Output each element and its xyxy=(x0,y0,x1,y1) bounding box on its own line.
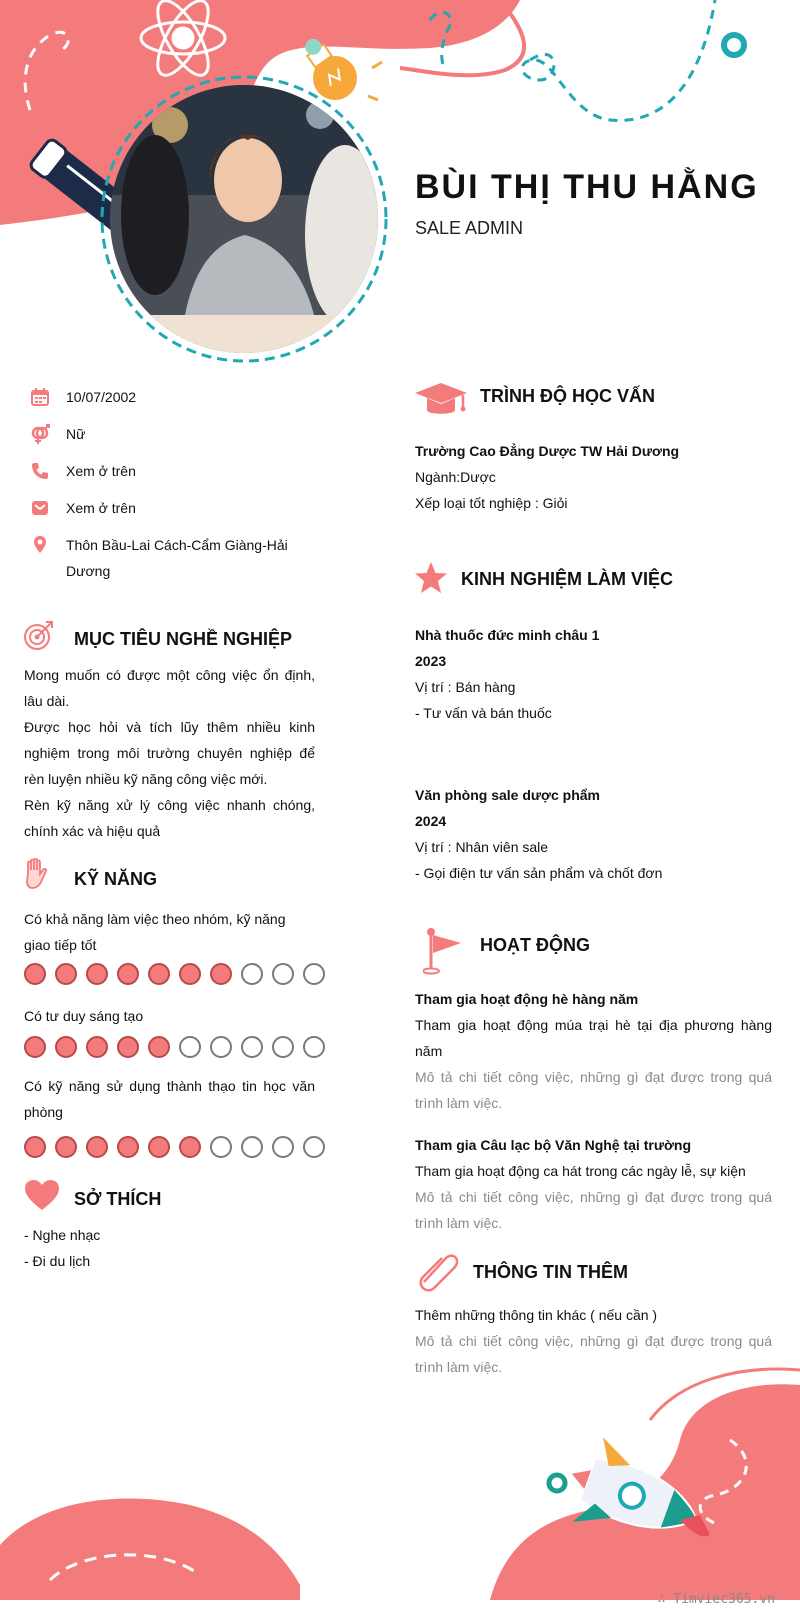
paperclip-icon xyxy=(416,1248,460,1297)
work-year: 2024 xyxy=(415,813,447,829)
flag-icon xyxy=(423,927,463,980)
address-text: Thôn Bầu-Lai Cách-Cẩm Giàng-Hải Dương xyxy=(66,537,288,579)
education-title: TRÌNH ĐỘ HỌC VẤN xyxy=(480,386,655,406)
star-icon xyxy=(413,560,449,601)
hobbies-list xyxy=(24,1222,315,1274)
heart-icon xyxy=(24,1179,60,1216)
phone-text: Xem ở trên xyxy=(66,463,136,479)
rating-dot-empty xyxy=(241,963,263,985)
school-name: Trường Cao Đẳng Dược TW Hải Dương xyxy=(415,443,680,459)
experience-item xyxy=(415,782,775,886)
contact-dob xyxy=(28,384,316,410)
objective-title: MỤC TIÊU NGHỀ NGHIỆP xyxy=(74,629,293,649)
activities-title: HOẠT ĐỘNG xyxy=(480,935,590,955)
rating-dot-empty xyxy=(179,1036,201,1058)
rating-dot-filled xyxy=(55,1036,77,1058)
skill-rating-1 xyxy=(24,963,325,985)
experience-item xyxy=(415,622,775,726)
rating-dot-empty xyxy=(210,1136,232,1158)
contact-address xyxy=(28,532,316,584)
hobby-item: - Đi du lịch xyxy=(24,1253,91,1269)
rating-dot-empty xyxy=(272,963,294,985)
experience-title: KINH NGHIỆM LÀM VIỆC xyxy=(461,569,674,589)
gender-text: Nữ xyxy=(66,426,86,442)
hand-icon xyxy=(22,858,50,897)
avatar xyxy=(110,85,378,353)
activity-name: Tham gia Câu lạc bộ Văn Nghệ tại trường xyxy=(415,1137,692,1153)
rating-dot-filled xyxy=(117,1036,139,1058)
extra-note: Mô tả chi tiết công việc, những gì đạt được trong quá trình làm việc. xyxy=(415,1333,772,1375)
skill-rating-2 xyxy=(24,1036,325,1058)
activity-description: Tham gia hoạt động múa trại hè tại địa phương hàng năm xyxy=(415,1017,772,1059)
company-name: Văn phòng sale dược phẩm xyxy=(415,787,601,803)
company-name: Nhà thuốc đức minh châu 1 xyxy=(415,627,600,643)
rating-dot-filled xyxy=(86,963,108,985)
rating-dot-filled xyxy=(148,1036,170,1058)
rating-dot-filled xyxy=(179,1136,201,1158)
hobby-item: - Nghe nhạc xyxy=(24,1227,101,1243)
rating-dot-filled xyxy=(55,963,77,985)
rating-dot-empty xyxy=(241,1036,263,1058)
target-icon xyxy=(22,618,56,657)
watermark: ∴ Timviec365.vn xyxy=(657,1592,775,1607)
dob-text: 10/07/2002 xyxy=(66,389,137,405)
rating-dot-empty xyxy=(272,1036,294,1058)
hobbies-title: SỞ THÍCH xyxy=(74,1189,162,1209)
skill-label-3: Có kỹ năng sử dụng thành thạo tin học văn phòng xyxy=(24,1078,315,1120)
graduation-cap-icon xyxy=(413,381,469,422)
extra-info xyxy=(415,1302,772,1380)
avatar-photo xyxy=(110,85,378,353)
candidate-role: SALE ADMIN xyxy=(415,218,524,238)
phone-icon xyxy=(28,459,52,483)
work-position: Vị trí : Nhân viên sale xyxy=(415,839,549,855)
activity-item xyxy=(415,986,772,1116)
rating-dot-empty xyxy=(303,963,325,985)
rating-dot-filled xyxy=(55,1136,77,1158)
work-description: - Tư vấn và bán thuốc xyxy=(415,705,552,721)
activity-item xyxy=(415,1132,772,1236)
skill-label-1: Có khả năng làm việc theo nhóm, kỹ năng giao tiếp tốt xyxy=(24,911,286,953)
gender-icon xyxy=(28,422,52,446)
calendar-icon xyxy=(28,385,52,409)
rating-dot-filled xyxy=(24,963,46,985)
contact-email xyxy=(28,495,316,521)
activity-name: Tham gia hoạt động hè hàng năm xyxy=(415,991,639,1007)
activity-note: Mô tả chi tiết công việc, những gì đạt được trong quá trình làm việc. xyxy=(415,1189,772,1231)
rating-dot-filled xyxy=(86,1036,108,1058)
rating-dot-filled xyxy=(24,1136,46,1158)
rating-dot-filled xyxy=(179,963,201,985)
education-block xyxy=(415,438,775,516)
location-pin-icon xyxy=(28,533,52,557)
major: Ngành:Dược xyxy=(415,469,496,485)
rating-dot-empty xyxy=(241,1136,263,1158)
rating-dot-filled xyxy=(24,1036,46,1058)
email-text: Xem ở trên xyxy=(66,500,136,516)
email-icon xyxy=(28,496,52,520)
rating-dot-filled xyxy=(210,963,232,985)
rating-dot-filled xyxy=(148,1136,170,1158)
work-position: Vị trí : Bán hàng xyxy=(415,679,516,695)
rating-dot-filled xyxy=(117,963,139,985)
rating-dot-empty xyxy=(210,1036,232,1058)
objective-text: Mong muốn có được một công việc ổn định, lâu dài. Được học hỏi và tích lũy thêm nhiều kinh nghiệm trong môi trường chuyên nghiệp để rèn luyện nhiều kỹ năng công việc mới. Rèn kỹ năng xử lý công việc nhanh chóng, chính xác và hiệu quả xyxy=(24,667,315,839)
rating-dot-filled xyxy=(86,1136,108,1158)
activity-note: Mô tả chi tiết công việc, những gì đạt được trong quá trình làm việc. xyxy=(415,1069,772,1111)
rating-dot-empty xyxy=(303,1036,325,1058)
contact-gender xyxy=(28,421,316,447)
extra-title: THÔNG TIN THÊM xyxy=(473,1262,628,1282)
activity-description: Tham gia hoạt động ca hát trong các ngày lễ, sự kiện xyxy=(415,1163,746,1179)
rating-dot-empty xyxy=(303,1136,325,1158)
extra-text: Thêm những thông tin khác ( nếu cần ) xyxy=(415,1307,658,1323)
grade: Xếp loại tốt nghiệp : Giỏi xyxy=(415,495,568,511)
rating-dot-filled xyxy=(117,1136,139,1158)
work-description: - Gọi điện tư vấn sản phẩm và chốt đơn xyxy=(415,865,663,881)
skill-rating-3 xyxy=(24,1136,325,1158)
contact-phone xyxy=(28,458,316,484)
candidate-name: BÙI THỊ THU HẰNG xyxy=(415,168,759,206)
skill-label-2: Có tư duy sáng tạo xyxy=(24,1008,144,1024)
skills-title: KỸ NĂNG xyxy=(74,869,158,889)
work-year: 2023 xyxy=(415,653,447,669)
rating-dot-empty xyxy=(272,1136,294,1158)
rating-dot-filled xyxy=(148,963,170,985)
